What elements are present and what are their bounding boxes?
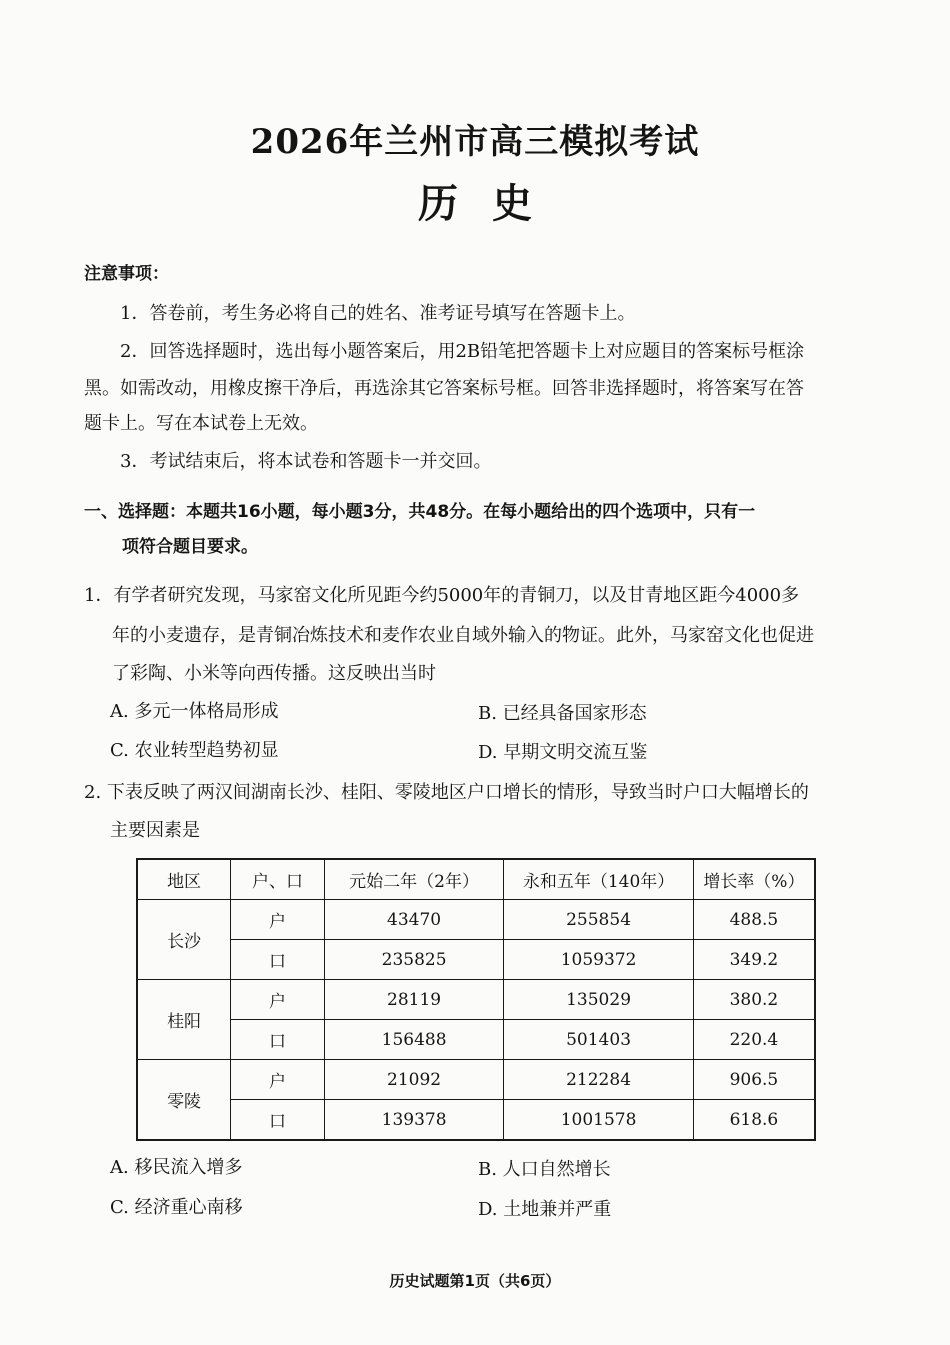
value-year-140: 212284 <box>504 1060 693 1100</box>
q1-option-c: C. 农业转型趋势初显 <box>110 740 279 761</box>
row-type: 口 <box>231 940 325 980</box>
q2-stem-line-1: 2. 下表反映了两汉间湖南长沙、桂阳、零陵地区户口增长的情形，导致当时户口大幅增长的 <box>84 782 809 803</box>
header-growth-rate: 增长率（%） <box>693 859 815 900</box>
value-rate: 618.6 <box>693 1100 815 1141</box>
q2-option-d: D. 土地兼并严重 <box>478 1199 612 1220</box>
table-row <box>137 980 815 1020</box>
q1-stem-line-3: 了彩陶、小米等向西传播。这反映出当时 <box>112 663 436 684</box>
value-rate: 349.2 <box>693 940 815 980</box>
subject-title: 历史 <box>418 180 566 227</box>
notice-item-2-cont-2: 题卡上。写在本试卷上无效。 <box>84 413 318 434</box>
table-row <box>137 1060 815 1100</box>
header-region: 地区 <box>137 859 231 900</box>
q2-option-c: C. 经济重心南移 <box>110 1197 243 1218</box>
value-year-2: 139378 <box>324 1100 503 1141</box>
q2-stem-line-2: 主要因素是 <box>110 820 200 841</box>
table-row <box>137 1020 815 1060</box>
population-table <box>136 858 816 1141</box>
value-year-2: 156488 <box>324 1020 503 1060</box>
notice-item-3: 3．考试结束后，将本试卷和答题卡一并交回。 <box>120 451 492 472</box>
q1-option-d: D. 早期文明交流互鉴 <box>478 742 648 763</box>
table-row <box>137 940 815 980</box>
table-header-row <box>137 859 815 900</box>
header-year-2: 元始二年（2年） <box>324 859 503 900</box>
q1-option-a: A. 多元一体格局形成 <box>110 701 279 722</box>
q2-option-a: A. 移民流入增多 <box>110 1157 243 1178</box>
value-year-2: 235825 <box>324 940 503 980</box>
value-rate: 380.2 <box>693 980 815 1020</box>
value-year-140: 1059372 <box>504 940 693 980</box>
row-type: 口 <box>231 1100 325 1141</box>
section-heading-cont: 项符合题目要求。 <box>122 537 258 557</box>
header-year-140: 永和五年（140年） <box>504 859 693 900</box>
notice-heading: 注意事项： <box>84 264 169 284</box>
section-heading: 一、选择题：本题共16小题，每小题3分，共48分。在每小题给出的四个选项中，只有一 <box>84 502 756 522</box>
value-rate: 220.4 <box>693 1020 815 1060</box>
row-type: 口 <box>231 1020 325 1060</box>
value-year-140: 1001578 <box>504 1100 693 1141</box>
row-type: 户 <box>231 900 325 940</box>
value-year-140: 135029 <box>504 980 693 1020</box>
region-name: 长沙 <box>137 900 231 980</box>
value-year-2: 21092 <box>324 1060 503 1100</box>
q1-stem-line-1: 1．有学者研究发现，马家窑文化所见距今约5000年的青铜刀，以及甘青地区距今4000多 <box>84 585 800 606</box>
table-row <box>137 900 815 940</box>
row-type: 户 <box>231 1060 325 1100</box>
page-footer: 历史试题第1页（共6页） <box>389 1272 561 1290</box>
notice-item-1: 1．答卷前，考生务必将自己的姓名、准考证号填写在答题卡上。 <box>120 303 636 324</box>
header-type: 户、口 <box>231 859 325 900</box>
region-name: 桂阳 <box>137 980 231 1060</box>
region-name: 零陵 <box>137 1060 231 1141</box>
exam-title: 2026年兰州市高三模拟考试 <box>250 122 700 162</box>
value-year-2: 28119 <box>324 980 503 1020</box>
value-rate: 488.5 <box>693 900 815 940</box>
notice-item-2-cont-1: 黑。如需改动，用橡皮擦干净后，再选涂其它答案标号框。回答非选择题时，将答案写在答 <box>84 378 804 399</box>
q2-option-b: B. 人口自然增长 <box>478 1159 611 1180</box>
notice-item-2: 2．回答选择题时，选出每小题答案后，用2B铅笔把答题卡上对应题目的答案标号框涂 <box>120 341 805 362</box>
q1-stem-line-2: 年的小麦遗存，是青铜冶炼技术和麦作农业自域外输入的物证。此外，马家窑文化也促进 <box>112 625 814 646</box>
q1-option-b: B. 已经具备国家形态 <box>478 703 647 724</box>
row-type: 户 <box>231 980 325 1020</box>
table-row <box>137 1100 815 1141</box>
value-year-140: 501403 <box>504 1020 693 1060</box>
value-year-2: 43470 <box>324 900 503 940</box>
value-rate: 906.5 <box>693 1060 815 1100</box>
value-year-140: 255854 <box>504 900 693 940</box>
